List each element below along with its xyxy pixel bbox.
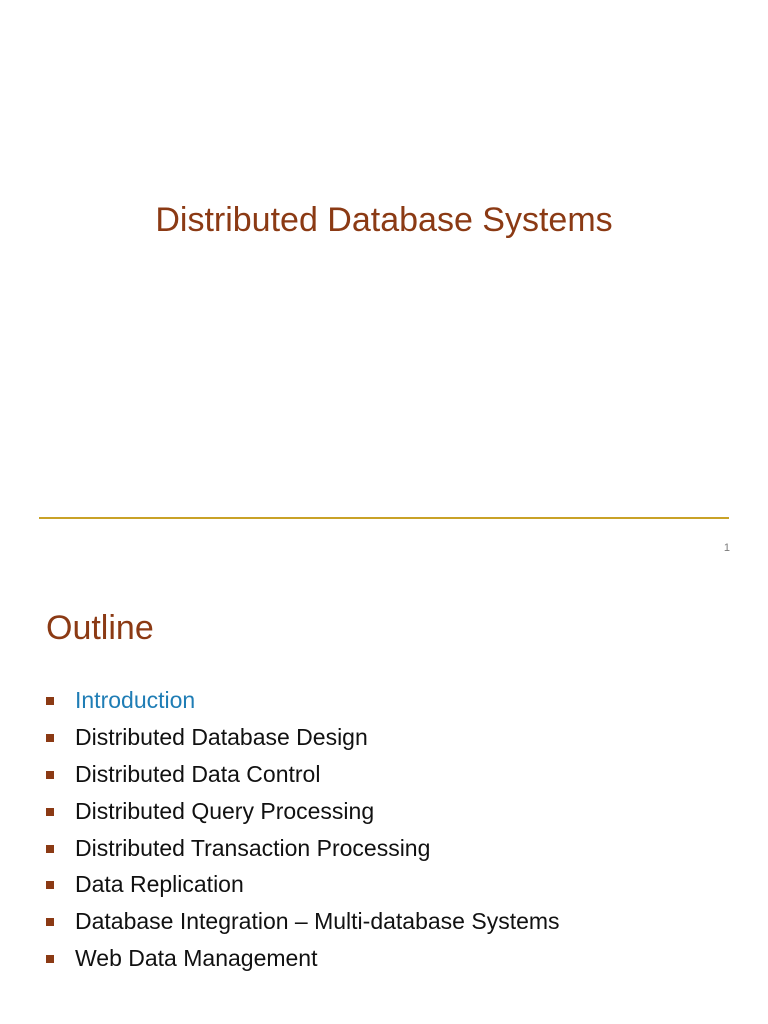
outline-item-web-data-management xyxy=(46,940,560,977)
square-bullet-icon xyxy=(46,734,54,742)
square-bullet-icon xyxy=(46,697,54,705)
page-number: 1 xyxy=(723,542,730,554)
slide-divider xyxy=(39,517,729,519)
square-bullet-icon xyxy=(46,845,54,853)
square-bullet-icon xyxy=(46,771,54,779)
outline-item-query-processing xyxy=(46,792,560,829)
outline-list xyxy=(46,682,560,976)
outline-item-label: Distributed Query Processing xyxy=(75,797,375,824)
outline-item-label: Distributed Data Control xyxy=(75,760,321,787)
outline-item-introduction xyxy=(46,682,560,719)
outline-item-transaction-processing xyxy=(46,829,560,866)
outline-item-label: Database Integration – Multi-database Systems xyxy=(75,908,560,935)
outline-slide xyxy=(0,576,768,1024)
slide-title: Distributed Database Systems xyxy=(155,201,613,239)
outline-item-label[interactable]: Introduction xyxy=(75,687,196,714)
outline-item-data-replication xyxy=(46,866,560,903)
square-bullet-icon xyxy=(46,881,54,889)
outline-heading: Outline xyxy=(46,609,154,647)
outline-item-data-control xyxy=(46,756,560,793)
outline-item-label: Distributed Database Design xyxy=(75,724,368,751)
square-bullet-icon xyxy=(46,918,54,926)
outline-item-database-design xyxy=(46,719,560,756)
outline-item-label: Distributed Transaction Processing xyxy=(75,834,431,861)
outline-item-label: Data Replication xyxy=(75,871,244,898)
square-bullet-icon xyxy=(46,955,54,963)
square-bullet-icon xyxy=(46,808,54,816)
outline-item-database-integration xyxy=(46,903,560,940)
outline-item-label: Web Data Management xyxy=(75,944,318,971)
